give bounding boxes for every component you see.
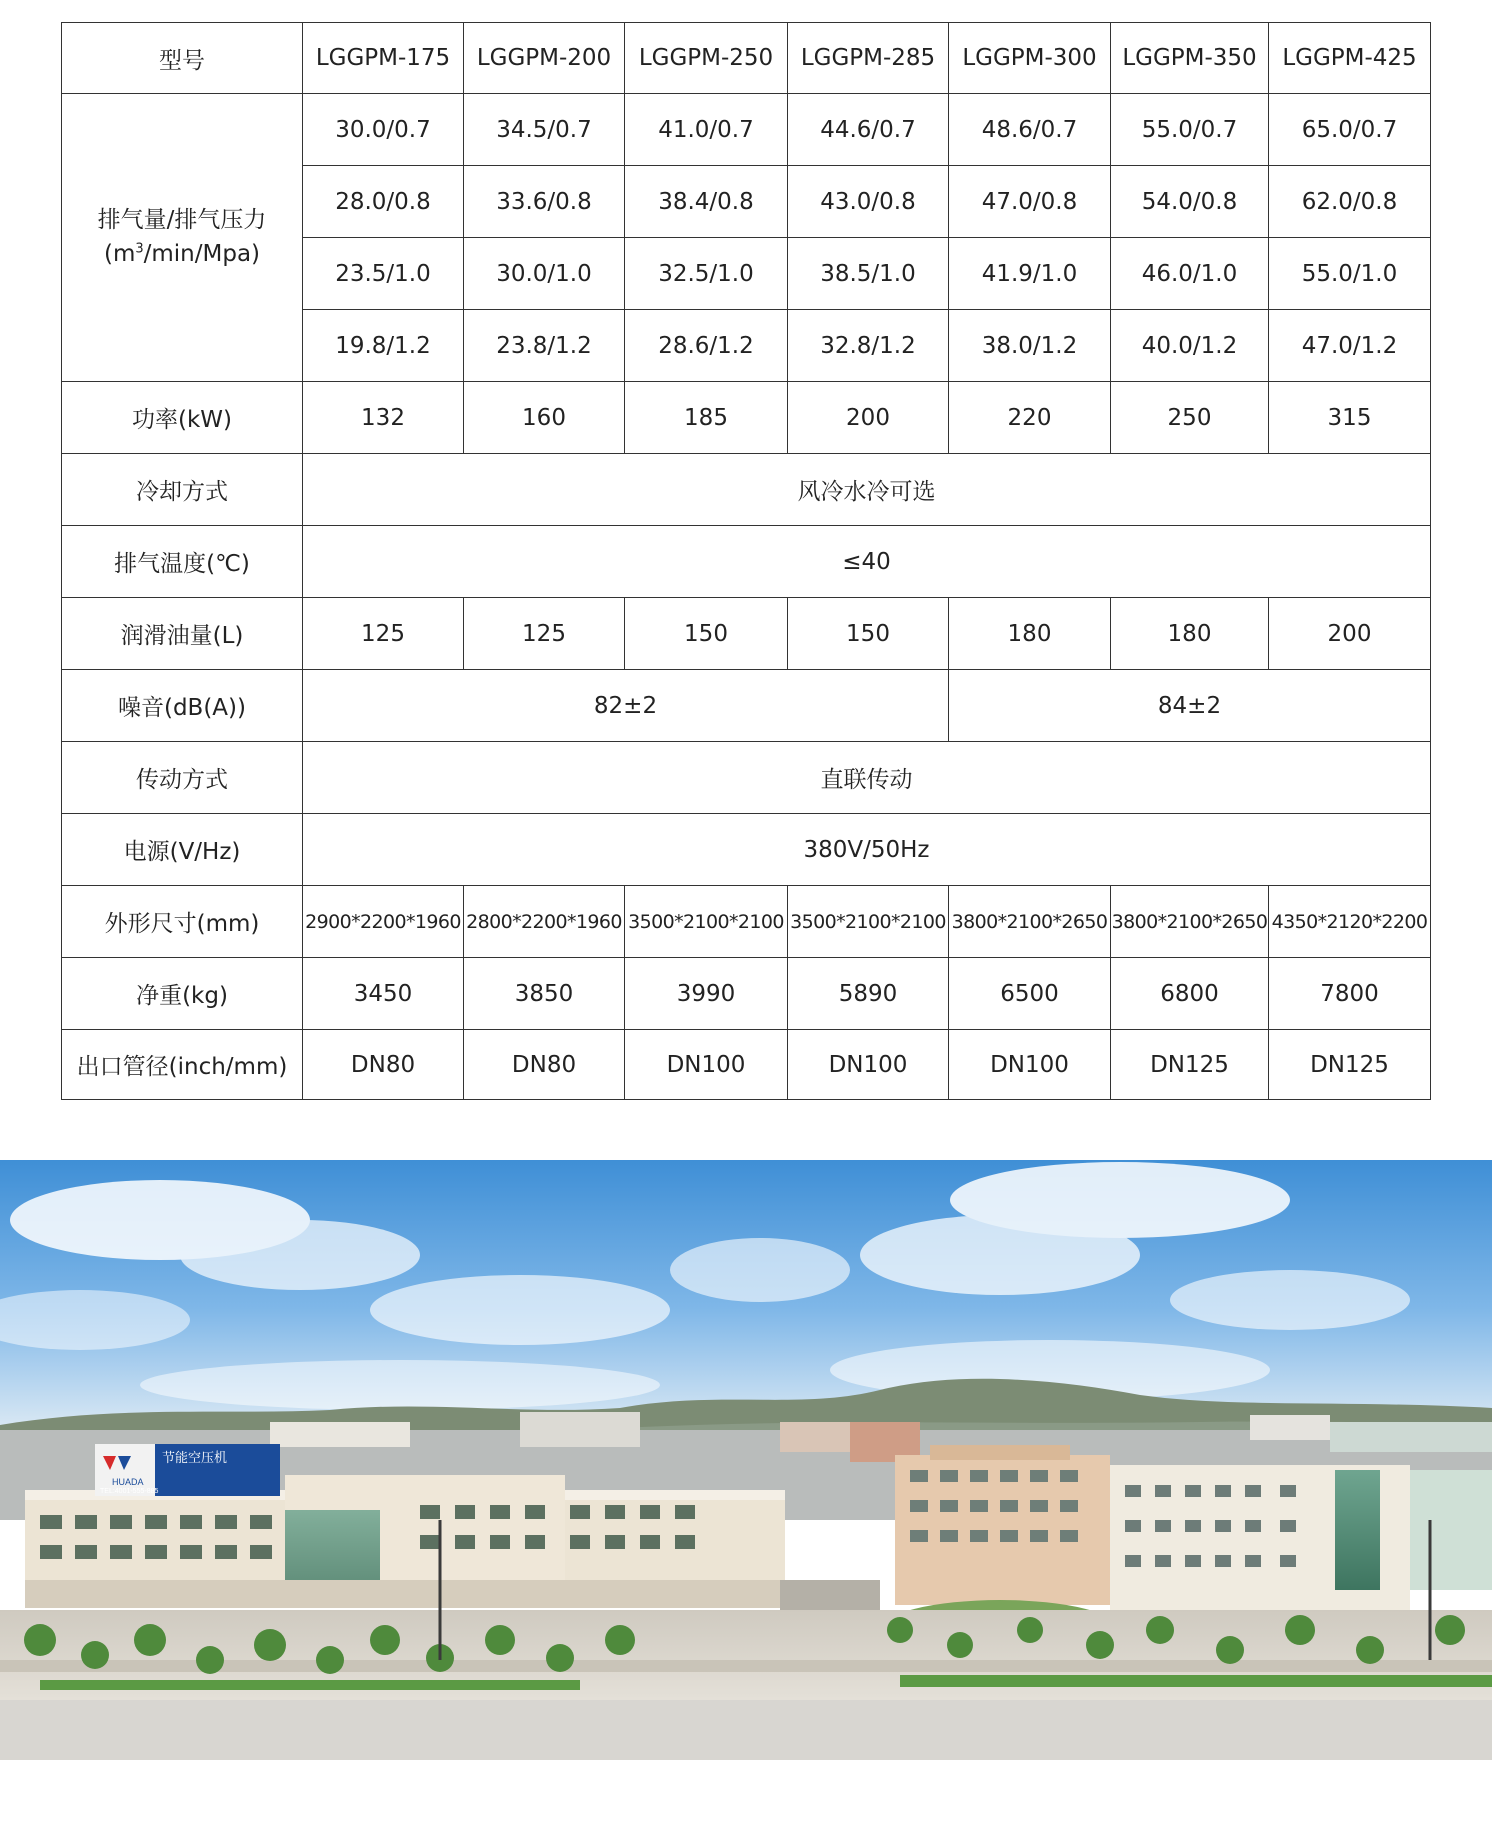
flow-cell: 28.0/0.8 <box>303 166 464 238</box>
flow-label-line2: $(m^3/\min/Mpa)$ <box>103 240 261 267</box>
dimensions-label: 外形尺寸(mm) <box>62 886 303 958</box>
outlet-cell: DN125 <box>1111 1030 1269 1100</box>
outlet-label: 出口管径(inch/mm) <box>62 1030 303 1100</box>
power-cell: 185 <box>625 382 788 454</box>
outlet-cell: DN100 <box>949 1030 1111 1100</box>
weight-row <box>62 958 1431 1030</box>
temp-row <box>62 526 1431 598</box>
flow-cell: 41.9/1.0 <box>949 238 1111 310</box>
factory-panorama-photo <box>0 1160 1492 1760</box>
flow-cell: 48.6/0.7 <box>949 94 1111 166</box>
drive-row <box>62 742 1431 814</box>
oil-cell: 125 <box>303 598 464 670</box>
power-row <box>62 382 1431 454</box>
flow-cell: 38.4/0.8 <box>625 166 788 238</box>
flow-label <box>62 94 303 382</box>
office-building <box>895 1445 1110 1605</box>
flow-cell: 43.0/0.8 <box>788 166 949 238</box>
outlet-row <box>62 1030 1431 1100</box>
billboard-slogan: 节能空压机 <box>162 1451 228 1466</box>
dimensions-cell: 3800*2100*2650 <box>1111 886 1269 958</box>
power-cell: 220 <box>949 382 1111 454</box>
weight-cell: 6800 <box>1111 958 1269 1030</box>
weight-cell: 6500 <box>949 958 1111 1030</box>
flow-cell: 40.0/1.2 <box>1111 310 1269 382</box>
flow-cell: 19.8/1.2 <box>303 310 464 382</box>
dimensions-cell: 2900*2200*1960 <box>303 886 464 958</box>
flow-cell: 38.5/1.0 <box>788 238 949 310</box>
power-cell: 315 <box>1269 382 1431 454</box>
noise-value-b: 84±2 <box>949 670 1431 742</box>
flow-cell: 28.6/1.2 <box>625 310 788 382</box>
flow-cell: 30.0/0.7 <box>303 94 464 166</box>
power-supply-row <box>62 814 1431 886</box>
oil-cell: 125 <box>464 598 625 670</box>
flow-cell: 44.6/0.7 <box>788 94 949 166</box>
road <box>0 1700 1492 1760</box>
noise-row <box>62 670 1431 742</box>
flow-row <box>62 94 1431 166</box>
power-cell: 200 <box>788 382 949 454</box>
flow-cell: 23.8/1.2 <box>464 310 625 382</box>
billboard-tel: TEL:4001-555-885 <box>100 1488 159 1495</box>
outlet-cell: DN125 <box>1269 1030 1431 1100</box>
model-cell: LGGPM-425 <box>1269 23 1431 94</box>
flow-cell: 55.0/1.0 <box>1269 238 1431 310</box>
model-cell: LGGPM-250 <box>625 23 788 94</box>
cooling-value: 风冷水冷可选 <box>303 454 1431 526</box>
power-supply-value: 380V/50Hz <box>303 814 1431 886</box>
billboard <box>95 1444 280 1496</box>
flow-cell: 55.0/0.7 <box>1111 94 1269 166</box>
flow-cell: 47.0/1.2 <box>1269 310 1431 382</box>
noise-value-a: 82±2 <box>303 670 949 742</box>
power-label: 功率(kW) <box>62 382 303 454</box>
model-cell: LGGPM-200 <box>464 23 625 94</box>
model-cell: LGGPM-285 <box>788 23 949 94</box>
flow-cell: 54.0/0.8 <box>1111 166 1269 238</box>
right-building <box>1110 1465 1492 1615</box>
drive-value: 直联传动 <box>303 742 1431 814</box>
power-supply-label: 电源(V/Hz) <box>62 814 303 886</box>
weight-cell: 3850 <box>464 958 625 1030</box>
flow-cell: 23.5/1.0 <box>303 238 464 310</box>
model-row <box>62 23 1431 94</box>
spec-table <box>61 22 1431 1100</box>
cooling-label: 冷却方式 <box>62 454 303 526</box>
oil-label: 润滑油量(L) <box>62 598 303 670</box>
oil-cell: 150 <box>625 598 788 670</box>
flow-cell: 33.6/0.8 <box>464 166 625 238</box>
flow-cell: 41.0/0.7 <box>625 94 788 166</box>
model-cell: LGGPM-300 <box>949 23 1111 94</box>
model-label: 型号 <box>62 23 303 94</box>
model-cell: LGGPM-350 <box>1111 23 1269 94</box>
oil-cell: 180 <box>949 598 1111 670</box>
flow-cell: 46.0/1.0 <box>1111 238 1269 310</box>
weight-cell: 5890 <box>788 958 949 1030</box>
flow-cell: 62.0/0.8 <box>1269 166 1431 238</box>
dimensions-cell: 3500*2100*2100 <box>788 886 949 958</box>
flow-cell: 32.5/1.0 <box>625 238 788 310</box>
power-cell: 132 <box>303 382 464 454</box>
noise-label: 噪音(dB(A)) <box>62 670 303 742</box>
flow-label-line1: 排气量/排气压力 <box>97 207 267 234</box>
flow-cell: 65.0/0.7 <box>1269 94 1431 166</box>
dimensions-cell: 2800*2200*1960 <box>464 886 625 958</box>
oil-cell: 200 <box>1269 598 1431 670</box>
outlet-cell: DN100 <box>788 1030 949 1100</box>
power-cell: 250 <box>1111 382 1269 454</box>
drive-label: 传动方式 <box>62 742 303 814</box>
outlet-cell: DN80 <box>303 1030 464 1100</box>
temp-label: 排气温度(℃) <box>62 526 303 598</box>
flow-cell: 34.5/0.7 <box>464 94 625 166</box>
flow-cell: 38.0/1.2 <box>949 310 1111 382</box>
dimensions-row <box>62 886 1431 958</box>
weight-cell: 3990 <box>625 958 788 1030</box>
billboard-brand: HUADA <box>112 1477 144 1487</box>
outlet-cell: DN100 <box>625 1030 788 1100</box>
dimensions-cell: 3500*2100*2100 <box>625 886 788 958</box>
dimensions-cell: 3800*2100*2650 <box>949 886 1111 958</box>
weight-label: 净重(kg) <box>62 958 303 1030</box>
cooling-row <box>62 454 1431 526</box>
weight-cell: 7800 <box>1269 958 1431 1030</box>
model-cell: LGGPM-175 <box>303 23 464 94</box>
oil-row <box>62 598 1431 670</box>
outlet-cell: DN80 <box>464 1030 625 1100</box>
oil-cell: 180 <box>1111 598 1269 670</box>
flow-cell: 32.8/1.2 <box>788 310 949 382</box>
power-cell: 160 <box>464 382 625 454</box>
weight-cell: 3450 <box>303 958 464 1030</box>
flow-cell: 30.0/1.0 <box>464 238 625 310</box>
flow-cell: 47.0/0.8 <box>949 166 1111 238</box>
dimensions-cell: 4350*2120*2200 <box>1269 886 1431 958</box>
temp-value: ≤40 <box>303 526 1431 598</box>
oil-cell: 150 <box>788 598 949 670</box>
